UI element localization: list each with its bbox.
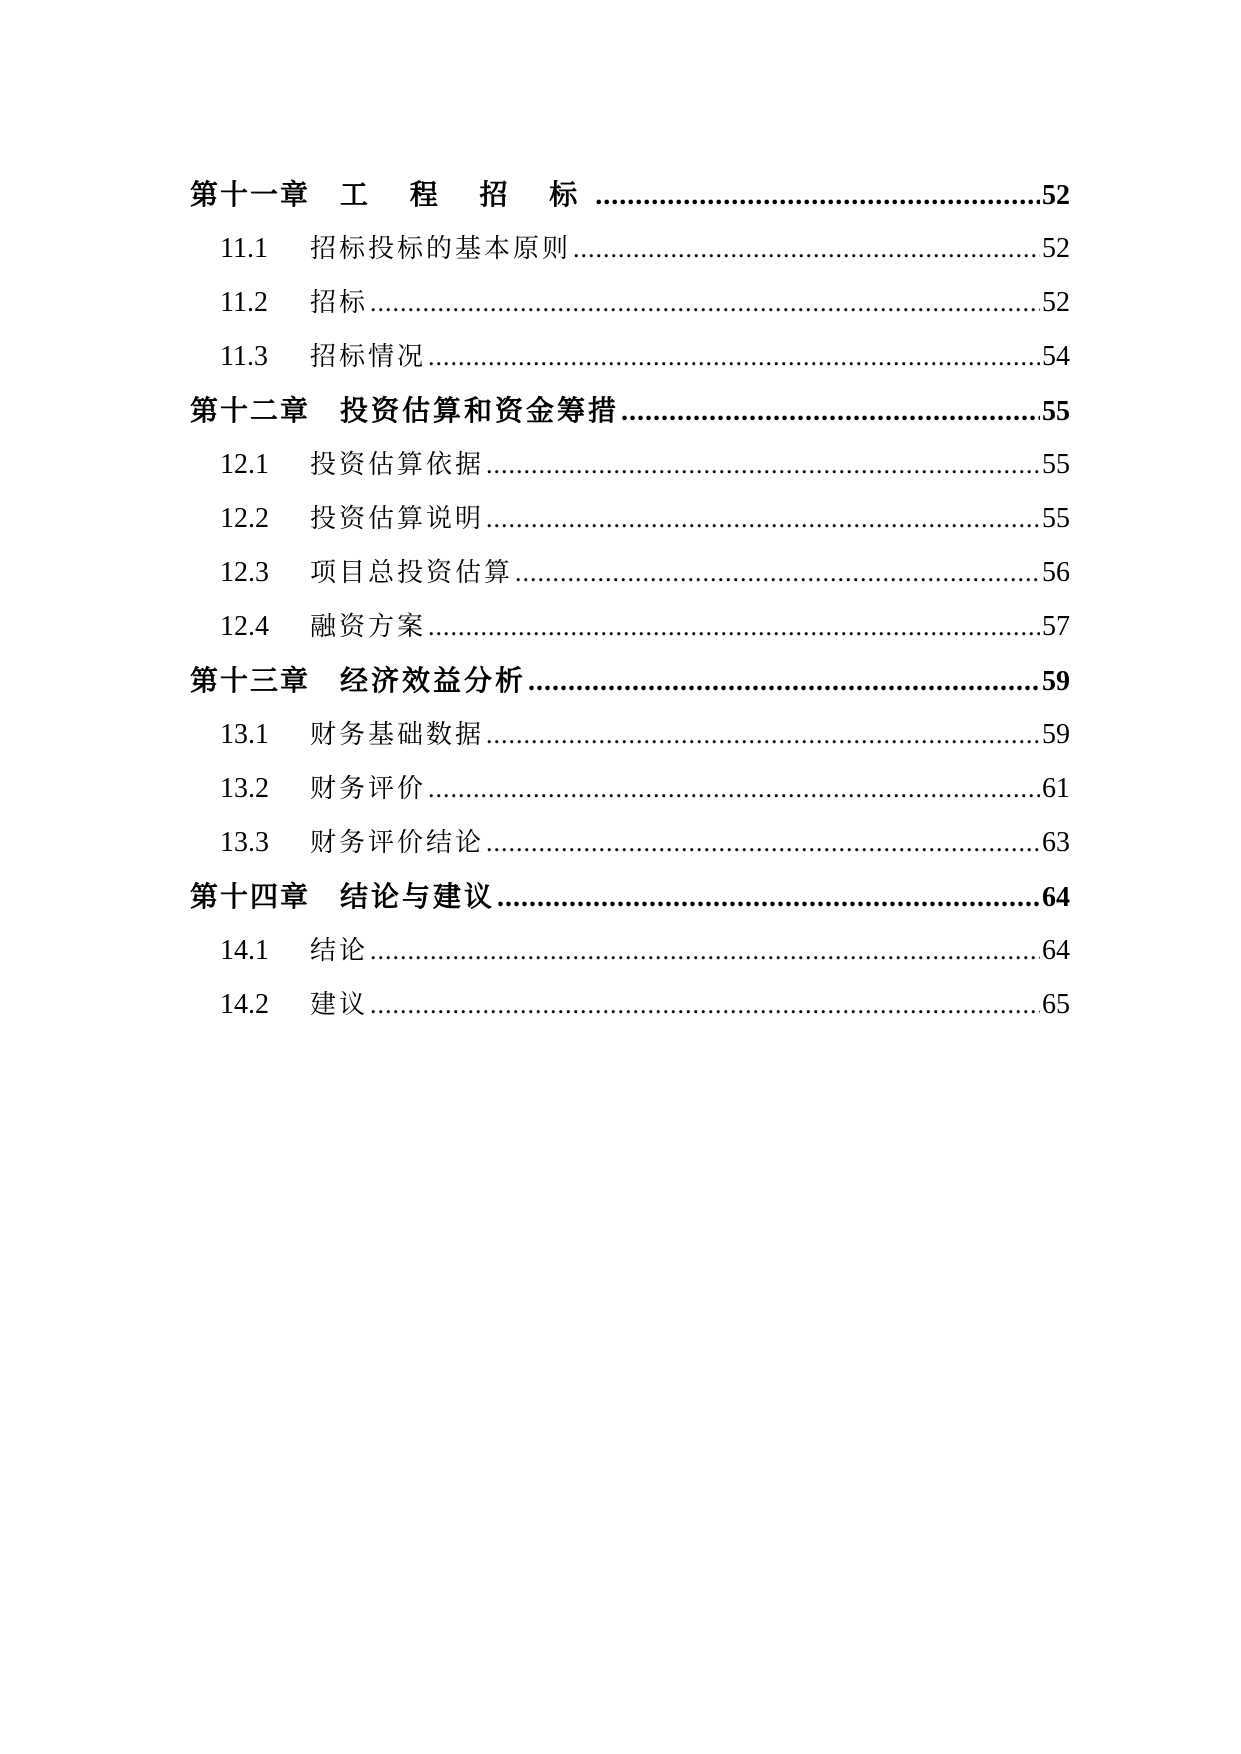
toc-page-number: 55 [1042, 396, 1070, 427]
toc-page-number: 63 [1042, 827, 1070, 858]
toc-leader-dots [595, 169, 1040, 223]
toc-leader-dots [515, 546, 1040, 600]
table-of-contents [190, 168, 1070, 1032]
toc-section-number: 11.2 [220, 287, 268, 318]
toc-section-number: 12.3 [220, 557, 269, 588]
toc-leader-dots [486, 438, 1040, 492]
toc-section-number: 13.3 [220, 827, 269, 858]
toc-chapter-title: 投资估算和资金筹措 [340, 394, 620, 427]
toc-chapter-title: 结论与建议 [340, 880, 496, 913]
toc-page-number: 52 [1042, 180, 1070, 211]
toc-section-row[interactable] [190, 330, 1070, 384]
toc-section-number: 14.2 [220, 989, 269, 1020]
toc-section-number: 11.1 [220, 233, 268, 264]
toc-leader-dots [497, 871, 1040, 925]
toc-section-row[interactable] [190, 816, 1070, 870]
toc-section-title: 财务基础数据 [310, 720, 485, 750]
toc-page-number: 57 [1042, 611, 1070, 642]
toc-page-number: 64 [1042, 935, 1070, 966]
toc-leader-dots [428, 600, 1040, 654]
toc-section-title: 财务评价结论 [310, 828, 485, 858]
toc-leader-dots [370, 924, 1040, 978]
toc-page-number: 65 [1042, 989, 1070, 1020]
toc-section-row[interactable] [190, 708, 1070, 762]
toc-leader-dots [486, 492, 1040, 546]
toc-chapter-number: 第十三章 [190, 664, 311, 697]
toc-chapter-number: 第十二章 [190, 394, 311, 427]
toc-leader-dots [370, 978, 1040, 1032]
toc-leader-dots [370, 276, 1040, 330]
toc-section-title: 投资估算说明 [310, 504, 485, 534]
toc-section-row[interactable] [190, 600, 1070, 654]
toc-section-title: 财务评价 [310, 774, 427, 804]
toc-page-number: 59 [1042, 666, 1070, 697]
toc-chapter-number: 第十四章 [190, 880, 311, 913]
toc-section-title: 项目总投资估算 [310, 558, 514, 588]
toc-section-number: 11.3 [220, 341, 268, 372]
toc-section-number: 12.1 [220, 449, 269, 480]
toc-chapter-row[interactable] [190, 870, 1070, 924]
toc-leader-dots [528, 655, 1040, 709]
toc-page-number: 55 [1042, 449, 1070, 480]
toc-leader-dots [621, 385, 1040, 439]
toc-section-title: 结论 [310, 936, 369, 966]
toc-section-title: 招标投标的基本原则 [310, 234, 572, 264]
toc-page-number: 64 [1042, 882, 1070, 913]
toc-section-number: 12.4 [220, 611, 269, 642]
toc-section-number: 13.1 [220, 719, 269, 750]
toc-page-number: 56 [1042, 557, 1070, 588]
toc-section-row[interactable] [190, 762, 1070, 816]
toc-leader-dots [428, 330, 1040, 384]
toc-section-row[interactable] [190, 492, 1070, 546]
toc-leader-dots [573, 222, 1040, 276]
toc-page-number: 52 [1042, 233, 1070, 264]
toc-section-number: 12.2 [220, 503, 269, 534]
toc-leader-dots [428, 762, 1040, 816]
toc-section-row[interactable] [190, 222, 1070, 276]
toc-page-number: 52 [1042, 287, 1070, 318]
toc-section-title: 融资方案 [310, 612, 427, 642]
toc-section-row[interactable] [190, 276, 1070, 330]
toc-section-title: 投资估算依据 [310, 450, 485, 480]
toc-chapter-row[interactable] [190, 384, 1070, 438]
toc-section-title: 建议 [310, 990, 369, 1020]
toc-section-title: 招标 [310, 288, 369, 318]
toc-section-row[interactable] [190, 546, 1070, 600]
toc-section-number: 14.1 [220, 935, 269, 966]
toc-section-number: 13.2 [220, 773, 269, 804]
toc-leader-dots [486, 816, 1040, 870]
toc-chapter-row[interactable] [190, 654, 1070, 708]
toc-chapter-title: 工 程 招 标 [340, 178, 594, 211]
toc-chapter-number: 第十一章 [190, 178, 311, 211]
toc-section-row[interactable] [190, 978, 1070, 1032]
toc-page-number: 59 [1042, 719, 1070, 750]
toc-section-title: 招标情况 [310, 342, 427, 372]
toc-page-number: 61 [1042, 773, 1070, 804]
toc-section-row[interactable] [190, 924, 1070, 978]
toc-chapter-title: 经济效益分析 [340, 664, 527, 697]
toc-leader-dots [486, 708, 1040, 762]
toc-page-number: 54 [1042, 341, 1070, 372]
toc-chapter-row[interactable] [190, 168, 1070, 222]
toc-page-number: 55 [1042, 503, 1070, 534]
toc-section-row[interactable] [190, 438, 1070, 492]
